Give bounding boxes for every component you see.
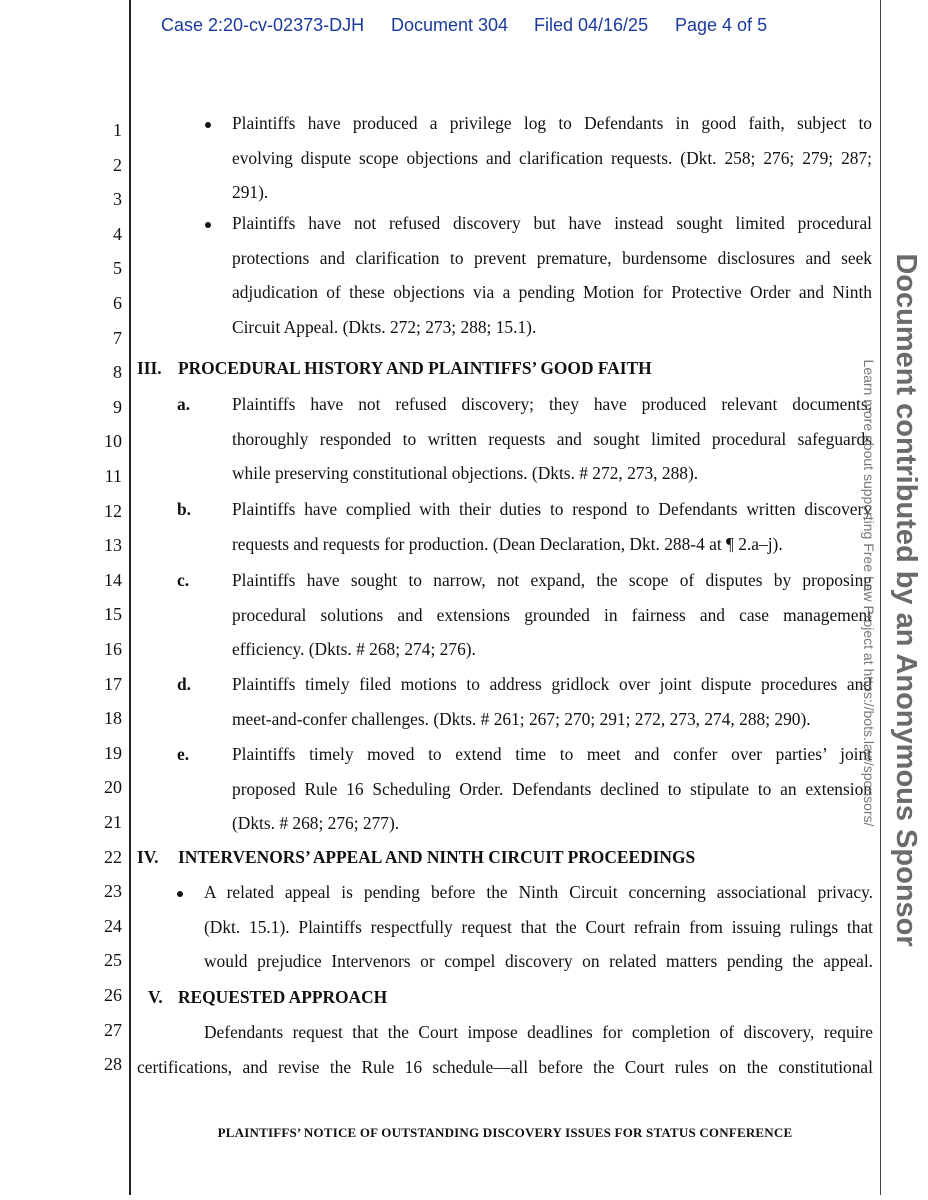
section-number: V. (148, 987, 163, 1007)
text-line: Defendants request that the Court impose deadlines for completion of discovery, require (204, 1022, 873, 1042)
text-line: Plaintiffs timely moved to extend time to meet and confer over parties’ joint (232, 744, 872, 764)
text-line: thoroughly responded to written requests and sought limited procedural safeguards (232, 428, 872, 449)
text-line: Plaintiffs have not refused discovery but have instead sought limited procedural (232, 213, 872, 233)
item-label-c: c. (177, 570, 190, 590)
text-line: A related appeal is pending before the Ninth Circuit concerning associational privacy. (204, 882, 873, 902)
item-e-text (232, 737, 872, 841)
line-number: 1 (113, 120, 122, 140)
text-line: Plaintiffs have produced a privilege log to Defendants in good faith, subject to (232, 113, 872, 133)
text-line: efficiency. (Dkts. # 268; 274; 276). (232, 639, 476, 660)
line-number: 15 (104, 604, 122, 625)
text-line: Plaintiffs timely filed motions to address gridlock over joint dispute procedures and (232, 674, 872, 694)
line-number: 19 (104, 742, 122, 763)
line-number: 7 (113, 327, 122, 348)
line-number: 12 (104, 500, 122, 521)
section-title: PROCEDURAL HISTORY AND PLAINTIFFS’ GOOD FAITH (178, 358, 652, 378)
margin-rule-right (880, 0, 881, 1195)
line-number: 24 (104, 915, 122, 936)
text-line: certifications, and revise the Rule 16 schedule—all before the Court rules on the constitutional (137, 1056, 873, 1077)
line-number: 10 (104, 431, 122, 452)
line-number: 8 (113, 362, 122, 383)
line-number: 5 (113, 258, 122, 279)
item-c-text (232, 563, 872, 667)
text-line: Plaintiffs have sought to narrow, not expand, the scope of disputes by proposing (232, 570, 872, 590)
line-number: 13 (104, 535, 122, 556)
item-label-a: a. (177, 394, 191, 414)
text-line: (Dkts. # 268; 276; 277). (232, 813, 400, 834)
page-footer: PLAINTIFFS’ NOTICE OF OUTSTANDING DISCOVERY ISSUES FOR STATUS CONFERENCE (217, 1125, 793, 1140)
item-label-e: e. (177, 744, 190, 764)
margin-rule-left (129, 0, 131, 1195)
line-number: 14 (104, 569, 122, 590)
line-number: 27 (104, 1019, 122, 1040)
text-line: proposed Rule 16 Scheduling Order. Defendants declined to stipulate to an extension (232, 778, 872, 799)
case-number: Case 2:20-cv-02373-DJH (161, 15, 365, 35)
sponsor-watermark: Document contributed by an Anonymous Sponsor (890, 253, 922, 947)
item-d-text (232, 667, 872, 736)
section-v-paragraph (137, 1015, 873, 1084)
bullet-dot (205, 222, 211, 228)
bullet-paragraph-privilege-log (232, 106, 872, 210)
line-number: 3 (113, 189, 122, 210)
document-number: Document 304 (391, 15, 509, 35)
line-number: 11 (104, 466, 122, 486)
bullet-paragraph-appeal (204, 875, 873, 979)
line-number: 26 (104, 985, 122, 1005)
text-line: Plaintiffs have not refused discovery; they have produced relevant documents, (232, 394, 872, 414)
line-number: 2 (113, 154, 122, 175)
line-number: 18 (104, 708, 122, 729)
text-line: would prejudice Intervenors or compel discovery on related matters pending the appeal. (204, 951, 873, 972)
line-number: 28 (104, 1054, 122, 1075)
line-number: 4 (113, 223, 122, 244)
line-number: 25 (104, 950, 122, 971)
text-line: 291). (232, 182, 269, 203)
line-number: 21 (104, 812, 122, 832)
filed-date: Filed 04/16/25 (534, 15, 649, 35)
line-number: 17 (104, 673, 122, 694)
section-number: III. (137, 358, 162, 378)
text-line: protections and clarification to prevent premature, burdensome disclosures and seek (232, 247, 872, 268)
bullet-dot (205, 122, 211, 128)
section-title: REQUESTED APPROACH (178, 987, 388, 1007)
item-a-text (232, 387, 872, 491)
sponsor-watermark-link: Learn more about supporting Free Law Project at https://bots.law/sponsors/ (861, 359, 877, 827)
text-line: procedural solutions and extensions grounded in fairness and case management (232, 604, 872, 625)
item-label-b: b. (177, 499, 192, 519)
line-number: 22 (104, 846, 122, 867)
text-line: evolving dispute scope objections and clarification requests. (Dkt. 258; 276; 279; 287; (232, 147, 872, 168)
item-label-d: d. (177, 674, 192, 694)
text-line: while preserving constitutional objections. (Dkts. # 272, 273, 288). (232, 463, 699, 484)
bullet-dot (177, 891, 183, 897)
line-number: 6 (113, 293, 122, 313)
line-number: 20 (104, 777, 122, 798)
item-b-text (232, 492, 872, 561)
line-number: 23 (104, 881, 122, 902)
bullet-paragraph-no-refusal (232, 206, 872, 344)
section-number: IV. (137, 847, 159, 867)
section-title: INTERVENORS’ APPEAL AND NINTH CIRCUIT PROCEEDINGS (178, 847, 696, 867)
line-number: 16 (104, 639, 122, 659)
text-line: meet-and-confer challenges. (Dkts. # 261; 267; 270; 291; 272, 273, 274, 288; 290). (232, 708, 811, 729)
line-number: 9 (113, 396, 122, 417)
page-indicator: Page 4 of 5 (675, 15, 768, 35)
text-line: adjudication of these objections via a pending Motion for Protective Order and Ninth (232, 282, 872, 303)
text-line: (Dkt. 15.1). Plaintiffs respectfully request that the Court refrain from issuing rulings that (204, 916, 873, 937)
text-line: Plaintiffs have complied with their duties to respond to Defendants written discovery (232, 499, 872, 519)
text-line: requests and requests for production. (Dean Declaration, Dkt. 288-4 at ¶ 2.a–j). (232, 533, 783, 554)
text-line: Circuit Appeal. (Dkts. 272; 273; 288; 15.1). (232, 316, 537, 337)
